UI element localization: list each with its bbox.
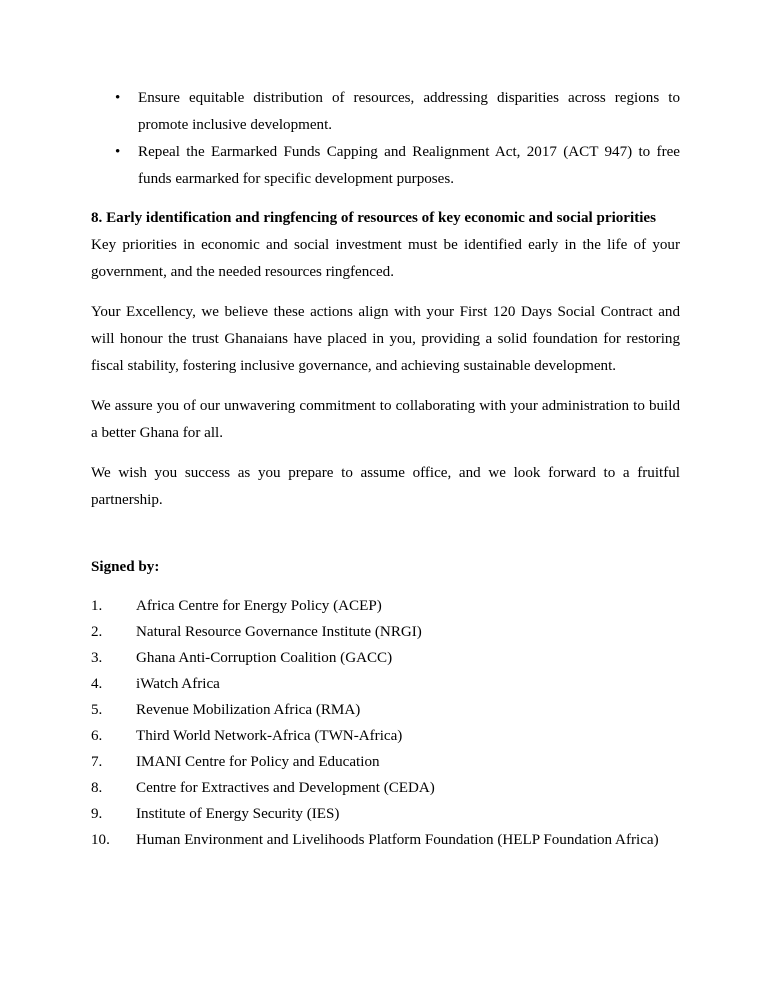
paragraph-key-priorities: Key priorities in economic and social investment must be identified early in the life of your government, and the needed resources ringfenced. <box>91 237 680 280</box>
signatory-name: Ghana Anti-Corruption Coalition (GACC) <box>136 650 393 666</box>
signatory-row <box>91 697 680 723</box>
signatory-row <box>91 827 680 853</box>
signatory-name: Third World Network-Africa (TWN-Africa) <box>136 728 403 744</box>
signatory-name: Africa Centre for Energy Policy (ACEP) <box>136 598 382 614</box>
bullet-item <box>91 85 680 139</box>
signatory-row <box>91 723 680 749</box>
document-content <box>91 85 680 853</box>
signatory-number: 4. <box>91 676 103 692</box>
bullet-list <box>91 85 680 193</box>
signatory-number: 9. <box>91 806 103 822</box>
signatory-name: Institute of Energy Security (IES) <box>136 806 340 822</box>
signatory-number: 7. <box>91 754 103 770</box>
signatory-row <box>91 645 680 671</box>
signatory-row <box>91 801 680 827</box>
signatory-name: IMANI Centre for Policy and Education <box>136 754 380 770</box>
signatory-list <box>91 593 680 853</box>
signed-by-label: Signed by: <box>91 559 160 575</box>
signatory-number: 2. <box>91 624 103 640</box>
signatory-number: 8. <box>91 780 103 796</box>
signatory-number: 1. <box>91 598 103 614</box>
bullet-text: Repeal the Earmarked Funds Capping and Realignment Act, 2017 (ACT 947) to free funds earmarked for specific development purposes. <box>138 144 680 187</box>
signatory-row <box>91 775 680 801</box>
paragraph-we-assure: We assure you of our unwavering commitment to collaborating with your administration to build a better Ghana for all. <box>91 398 680 441</box>
signatory-number: 10. <box>91 832 110 848</box>
signatory-name: Centre for Extractives and Development (CEDA) <box>136 780 435 796</box>
paragraph-we-wish: We wish you success as you prepare to assume office, and we look forward to a fruitful partnership. <box>91 465 680 508</box>
signatory-number: 5. <box>91 702 103 718</box>
signatory-name: iWatch Africa <box>136 676 220 692</box>
signatory-row <box>91 593 680 619</box>
section-heading: 8. Early identification and ringfencing of resources of key economic and social priorities <box>91 210 656 226</box>
bullet-icon: • <box>115 90 121 106</box>
bullet-item <box>91 139 680 193</box>
signatory-row <box>91 619 680 645</box>
signatory-number: 3. <box>91 650 103 666</box>
signatory-name: Natural Resource Governance Institute (NRGI) <box>136 624 422 640</box>
signatory-row <box>91 671 680 697</box>
signatory-number: 6. <box>91 728 103 744</box>
signatory-name: Human Environment and Livelihoods Platform Foundation (HELP Foundation Africa) <box>136 832 659 848</box>
signatory-name: Revenue Mobilization Africa (RMA) <box>136 702 361 718</box>
bullet-icon: • <box>115 144 121 160</box>
signatory-row <box>91 749 680 775</box>
bullet-text: Ensure equitable distribution of resources, addressing disparities across regions to promote inclusive development. <box>138 90 680 133</box>
paragraph-your-excellency: Your Excellency, we believe these actions align with your First 120 Days Social Contract and will honour the trust Ghanaians have placed in you, providing a solid foundation for restoring fiscal stability, fostering inclusive governance, and achieving sustainable development. <box>91 304 680 374</box>
